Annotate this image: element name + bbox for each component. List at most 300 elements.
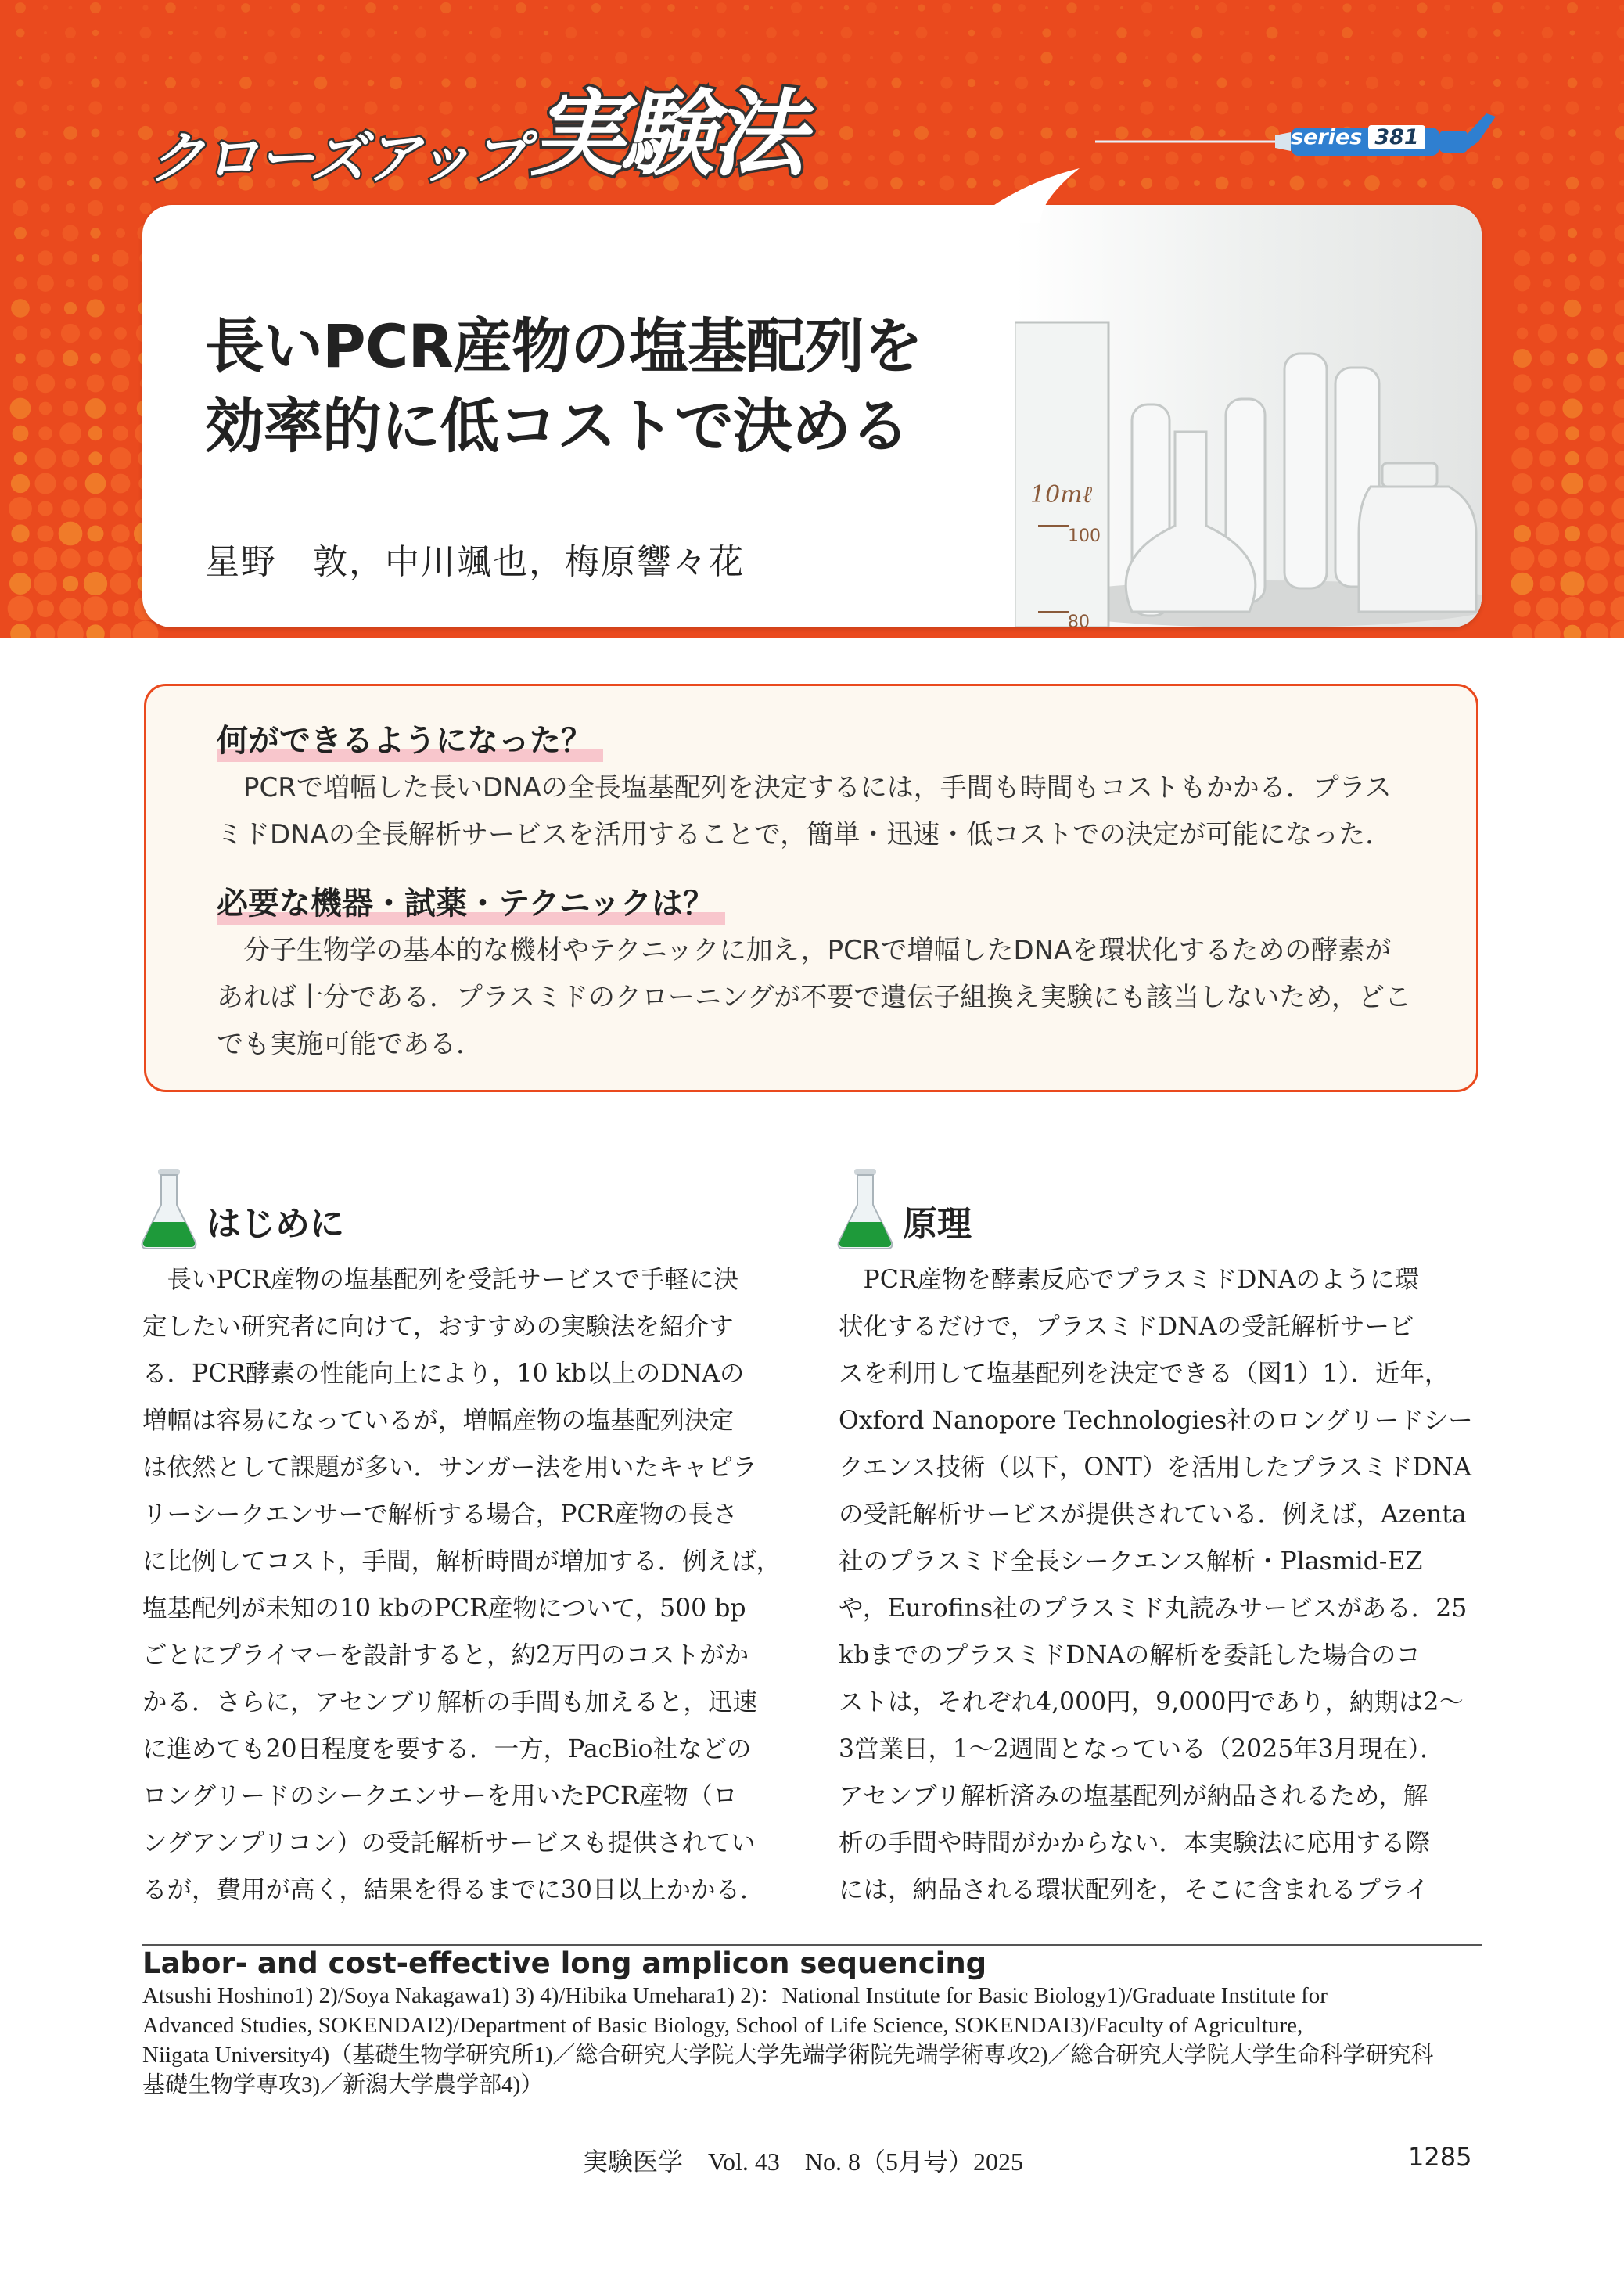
header-dot <box>1369 55 1375 61</box>
header-dot <box>1543 104 1551 112</box>
header-dot <box>814 151 828 164</box>
principle-body: PCR産物を酵素反応でプラスミドDNAのように環 状化するだけで，プラスミドDNAの受託解析サービ スを利用して塩基配列を決定できる（図1）1）．近年， Oxford Nanopore Technologies社のロングリードシー クエンス技術（以下，ONT）を活用したプラスミドDNA の受託解析サービスが提供されている．例えば，Azenta 社のプラスミド全長シークエンス解析・Plasmid-EZ や，Eurofins社のプラスミド丸読みサービスがある．25 kbまでのプラスミドDNAの解析を委託した場合のコ ストは，それぞれ4,000円，9,000円であり，納期は2～ 3営業日，1～2週間となっている（2025年3月現在）． アセンブリ解析済みの塩基配列が納品されるため，解 析の手間や時間がかからない．本実験法に応用する際 には，納品される環状配列を，そこに含まれるプライ <box>839 1266 1473 1904</box>
header-dot <box>84 498 107 520</box>
header-dot <box>1538 324 1557 343</box>
header-dot <box>1143 29 1150 36</box>
header-dot <box>1514 600 1530 616</box>
header-dot <box>1511 573 1534 595</box>
journal-citation: 実験医学 Vol. 43 No. 8（5月号）2025 <box>583 2147 1023 2176</box>
header-dot <box>34 547 57 570</box>
header-dot <box>469 6 472 9</box>
header-dot <box>1019 131 1024 135</box>
header-dot <box>943 130 949 135</box>
header-dot <box>994 56 999 60</box>
header-dot <box>1267 103 1277 113</box>
header-dot <box>110 573 131 594</box>
header-dot <box>1520 5 1524 9</box>
header-dot <box>1585 546 1610 571</box>
header-dot <box>67 105 74 112</box>
header-dot <box>1143 79 1152 88</box>
header-dot <box>1591 177 1604 189</box>
header-dot <box>1291 102 1302 113</box>
header-dot <box>1017 103 1027 113</box>
header-dot <box>1040 127 1052 138</box>
header-dot <box>1216 102 1229 115</box>
header-dot <box>42 105 49 112</box>
summary-box <box>144 684 1478 1092</box>
header-dot <box>1539 225 1555 241</box>
header-dot <box>341 28 350 38</box>
header-dot <box>1270 81 1274 85</box>
header-dot <box>1618 279 1624 287</box>
header-dot <box>1391 52 1403 63</box>
header-dot <box>1614 575 1624 592</box>
header-dot <box>1220 56 1223 59</box>
header-dot <box>1392 28 1401 37</box>
header-dot <box>1519 130 1525 135</box>
header-dot <box>1613 399 1624 418</box>
header-dot <box>1017 153 1026 163</box>
intro-heading <box>139 1166 344 1252</box>
header-dot <box>1192 53 1201 62</box>
summary-question-1: 何ができるようになった？ <box>217 716 598 760</box>
header-dot <box>490 27 502 39</box>
header-dot <box>269 6 272 9</box>
header-dot <box>1295 56 1299 60</box>
header-dot <box>1366 77 1378 89</box>
header-dot <box>1564 550 1581 567</box>
header-dot <box>1417 2 1427 13</box>
header-dot <box>1536 422 1558 444</box>
header-dot <box>217 55 224 61</box>
series-small-title: クローズアップ <box>149 125 526 191</box>
header-dot <box>820 6 824 10</box>
header-dot <box>10 398 31 419</box>
summary-answer-1: PCRで増幅した長いDNAの全長塩基配列を決定するには，手間も時間もコストもかかる．プラス ミドDNAの全長解析サービスを活用することで，簡単・迅速・低コストでの決定が可能になった． <box>217 772 1392 850</box>
header-dot <box>1093 104 1101 112</box>
header-dot <box>1419 80 1425 86</box>
header-dot <box>393 5 399 11</box>
header-dot <box>1514 525 1531 542</box>
header-dot <box>291 3 300 13</box>
page-number: 1285 <box>1408 2142 1472 2172</box>
header-dot <box>89 327 102 340</box>
summary-question-2: 必要な機器・試薬・テクニックは？ <box>217 879 720 923</box>
header-dot <box>1446 31 1449 34</box>
header-dot <box>1615 451 1624 465</box>
summary-answer-2: 分子生物学の基本的な機材やテクニックに加え，PCRで増幅したDNAを環状化するための酵素が あれば十分である．プラスミドのクローニングが不要で遺伝子組換え実験にも該当しないため，どこ でも実施可能である． <box>217 935 1411 1060</box>
intro-heading-label: はじめに <box>207 1204 344 1244</box>
header-dot <box>970 6 973 9</box>
header-dot <box>1516 152 1529 165</box>
header-dot <box>1492 2 1503 13</box>
header-dot <box>544 31 549 36</box>
author-affiliations: Atsushi Hoshino1) 2)/Soya Nakagawa1) 3) 4)/Hibika Umehara1) 2)：National Institute for Basic Biology1)/Graduate Institute for Advanced Studies, SOKENDAI2)/Department of Basic Biology, School of Life Science, SOKENDAI3)/Faculty of Agriculture, Niigata University4)（基礎生物学研究所1)／総合研究大学院大学先端学術院先端学術専攻2)／総合研究大学院大学生命科学研究科 基礎生物学専攻3)／新潟大学農学部4)） <box>142 1983 1434 2097</box>
header-dot <box>16 254 24 262</box>
header-dot <box>89 177 101 189</box>
header-dot <box>17 155 23 160</box>
header-dot <box>1592 77 1603 88</box>
header-dot <box>65 27 76 38</box>
header-dot <box>117 130 124 136</box>
header-dot <box>745 31 748 34</box>
header-dot <box>88 551 104 567</box>
header-dot <box>943 154 950 162</box>
header-dot <box>566 27 577 39</box>
header-dot <box>1090 77 1103 89</box>
header-dot <box>1588 474 1607 493</box>
header-dot <box>1540 301 1554 314</box>
header-dot <box>1539 400 1555 416</box>
header-dot <box>544 6 548 9</box>
header-dot <box>818 105 824 110</box>
header-dot <box>1516 77 1529 89</box>
header-dot <box>111 524 129 542</box>
header-dot <box>41 53 50 63</box>
header-dot <box>44 31 47 34</box>
header-dot <box>1618 153 1624 163</box>
header-dot <box>993 155 1001 162</box>
header-dot <box>193 31 199 36</box>
header-dot <box>1565 526 1580 541</box>
header-dot <box>1040 151 1054 165</box>
header-dot <box>1589 250 1606 267</box>
header-dot <box>916 27 928 39</box>
header-dot <box>918 55 925 62</box>
header-dot <box>92 254 99 262</box>
header-dot <box>1492 178 1503 189</box>
header-dot <box>969 106 973 110</box>
header-dot <box>1393 179 1402 188</box>
header-dot <box>1561 473 1583 494</box>
header-dot <box>90 228 100 238</box>
header-dot <box>1562 398 1582 418</box>
header-dot <box>13 551 28 566</box>
title-line: 効率的に低コストで決める <box>205 391 909 461</box>
header-dot <box>1416 102 1429 115</box>
header-dot <box>59 522 83 546</box>
header-dot <box>1513 349 1532 368</box>
header-dot <box>945 31 948 34</box>
header-dot <box>60 548 80 568</box>
header-dot <box>113 176 127 189</box>
header-dot <box>1216 77 1227 88</box>
header-dot <box>1245 31 1249 35</box>
header-dot <box>1615 476 1624 491</box>
header-dot <box>63 401 78 416</box>
header-dot <box>914 126 929 140</box>
header-dot <box>843 104 850 112</box>
header-dot <box>792 29 799 36</box>
header-dot <box>57 620 84 638</box>
header-dot <box>37 525 53 541</box>
header-dot <box>516 2 526 13</box>
header-dot <box>64 302 77 314</box>
header-dot <box>86 624 105 638</box>
principle-heading-label: 原理 <box>903 1204 972 1244</box>
header-dot <box>1342 27 1353 38</box>
header-dot <box>10 624 31 638</box>
header-dot <box>43 5 48 10</box>
header-dot <box>944 56 949 60</box>
header-dot <box>1095 31 1098 34</box>
header-dot <box>43 131 49 136</box>
header-dot <box>63 225 79 242</box>
header-dot <box>994 81 999 85</box>
header-dot <box>1269 5 1276 12</box>
header-dot <box>815 77 827 88</box>
header-dot <box>84 572 107 595</box>
header-dot <box>1141 178 1152 189</box>
header-dot <box>1596 6 1599 9</box>
header-dot <box>215 27 227 39</box>
header-dot <box>112 375 129 392</box>
header-dot <box>1592 52 1604 64</box>
header-dot <box>941 102 953 114</box>
header-dot <box>1569 155 1575 161</box>
header-dot <box>142 5 148 10</box>
header-dot <box>37 275 54 292</box>
header-dot <box>895 6 898 9</box>
header-dot <box>519 31 523 35</box>
header-dot <box>1612 423 1624 444</box>
header-dot <box>865 102 878 115</box>
header-dot <box>965 52 978 64</box>
header-dot <box>940 77 952 88</box>
header-dot <box>34 473 56 494</box>
cylinder-mark-100: 100 <box>1068 527 1101 546</box>
header-dot <box>90 2 101 13</box>
header-dot <box>16 28 24 37</box>
header-dot <box>968 30 975 37</box>
header-dot <box>1467 27 1477 38</box>
header-dot <box>770 6 773 9</box>
header-dot <box>17 80 24 87</box>
header-dot <box>1564 300 1582 318</box>
header-dot <box>1166 52 1177 63</box>
header-dot <box>1546 81 1550 85</box>
header-dot <box>116 228 125 238</box>
header-dot <box>344 6 347 9</box>
header-dot <box>40 328 51 339</box>
header-dot <box>1120 6 1123 9</box>
header-dot <box>1471 6 1474 9</box>
header-dot <box>86 299 104 317</box>
header-dot <box>1470 81 1475 85</box>
header-dot <box>1443 54 1452 63</box>
header-dot <box>1269 180 1275 186</box>
header-dot <box>1514 275 1531 292</box>
header-dot <box>1241 177 1253 189</box>
header-dot <box>1542 203 1553 214</box>
article-title <box>205 307 922 466</box>
header-dot <box>36 349 54 367</box>
header-dot <box>1619 180 1624 186</box>
header-dot <box>88 451 102 465</box>
header-dot <box>1089 175 1104 190</box>
header-dot <box>1015 77 1028 89</box>
header-dot <box>83 596 107 620</box>
header-dot <box>1590 501 1604 516</box>
header-dot <box>1364 175 1380 191</box>
header-dot <box>1514 250 1530 266</box>
header-dot <box>1345 56 1349 60</box>
header-banner <box>0 0 1624 638</box>
header-dot <box>92 129 100 138</box>
header-dot <box>1563 374 1582 393</box>
header-dot <box>1216 177 1229 190</box>
header-dot <box>1565 426 1579 440</box>
header-dot <box>1069 80 1075 86</box>
header-dot <box>1567 2 1578 13</box>
header-dot <box>1536 598 1559 620</box>
header-dot <box>119 6 122 9</box>
header-dot <box>591 3 601 13</box>
header-dot <box>1493 79 1501 87</box>
header-dot <box>916 102 926 113</box>
header-dot <box>67 180 74 186</box>
header-dot <box>641 3 651 13</box>
header-dot <box>1590 276 1605 291</box>
header-dot <box>894 106 899 110</box>
header-dot <box>1493 29 1501 37</box>
header-dot <box>110 623 131 638</box>
header-dot <box>63 251 77 265</box>
header-dot <box>1245 106 1249 110</box>
header-dot <box>695 6 698 9</box>
header-dot <box>87 375 105 393</box>
header-dot <box>1540 126 1554 140</box>
header-dot <box>1341 102 1353 113</box>
header-dot <box>1560 571 1584 595</box>
header-dot <box>968 79 976 88</box>
header-dot <box>116 304 125 313</box>
header-dot <box>290 27 300 38</box>
header-dot <box>869 31 875 36</box>
header-dot <box>88 275 102 290</box>
header-dot <box>319 31 322 34</box>
english-title: Labor- and cost-effective long amplicon sequencing <box>142 1946 987 1980</box>
header-dot <box>394 31 397 34</box>
header-dot <box>818 130 825 136</box>
header-dot <box>920 81 924 85</box>
header-dot <box>440 2 451 13</box>
header-dot <box>444 56 447 59</box>
header-dot <box>169 56 173 60</box>
principle-heading <box>835 1166 972 1252</box>
header-dot <box>942 3 951 13</box>
header-dot <box>419 6 423 10</box>
header-dot <box>469 31 472 34</box>
header-dot <box>1070 56 1073 59</box>
header-dot <box>1316 52 1328 64</box>
header-dot <box>63 350 78 366</box>
header-dot <box>1595 31 1600 35</box>
header-dot <box>15 2 26 13</box>
header-dot <box>1018 4 1026 12</box>
header-dot <box>1368 4 1376 12</box>
header-dot <box>113 426 128 441</box>
header-dot <box>1241 77 1252 88</box>
header-dot <box>1116 27 1126 38</box>
header-dot <box>69 6 73 10</box>
header-dot <box>113 275 128 291</box>
header-dot <box>111 474 131 494</box>
header-dot <box>1617 253 1624 264</box>
header-dot <box>1564 625 1582 638</box>
header-dot <box>1568 129 1576 137</box>
header-dot <box>61 499 80 518</box>
header-dot <box>1295 31 1299 35</box>
header-dot <box>36 374 55 393</box>
header-dot <box>868 155 875 161</box>
header-dot <box>1565 200 1580 216</box>
header-dot <box>1512 624 1532 638</box>
header-dot <box>940 176 954 191</box>
header-dot <box>1020 31 1023 34</box>
header-dot <box>1165 176 1179 190</box>
header-dot <box>1515 501 1530 516</box>
header-dot <box>1587 348 1607 368</box>
header-dot <box>8 596 34 622</box>
header-dot <box>11 299 30 318</box>
header-dot <box>1610 596 1624 620</box>
header-dot <box>1540 350 1554 365</box>
header-dot <box>820 31 823 34</box>
header-dot <box>1543 53 1552 63</box>
header-dot <box>1521 31 1524 34</box>
header-dot <box>1320 106 1324 110</box>
header-dot <box>839 126 853 140</box>
header-dot <box>115 52 126 63</box>
header-dot <box>967 128 977 138</box>
header-dot <box>1516 402 1529 415</box>
header-dot <box>866 77 876 88</box>
header-dot <box>1518 228 1526 237</box>
header-dot <box>13 426 29 442</box>
header-dot <box>115 77 127 89</box>
header-dot <box>415 27 426 38</box>
header-dot <box>1519 105 1525 111</box>
header-dot <box>1319 30 1325 36</box>
header-dot <box>267 29 274 36</box>
header-dot <box>1568 228 1577 238</box>
header-dot <box>11 524 29 542</box>
header-dot <box>717 28 726 38</box>
header-dot <box>816 52 827 63</box>
header-dot <box>1439 175 1455 191</box>
header-dot <box>1614 550 1624 567</box>
cylinder-mark-80: 80 <box>1068 613 1090 627</box>
header-dot <box>990 102 1002 113</box>
header-dot <box>1616 202 1624 214</box>
header-dot <box>1216 2 1227 13</box>
header-dot <box>1561 597 1584 620</box>
header-dot <box>165 2 176 13</box>
header-dot <box>1441 77 1454 90</box>
header-dot <box>68 81 72 84</box>
header-dot <box>1566 177 1579 190</box>
header-dot <box>40 303 51 314</box>
header-dot <box>1537 498 1557 518</box>
header-dot <box>1119 105 1125 111</box>
header-dot <box>1568 253 1576 262</box>
header-dot <box>1116 52 1127 63</box>
header-dot <box>1467 52 1478 63</box>
header-dot <box>1170 31 1173 34</box>
header-dot <box>1542 27 1554 39</box>
header-dot <box>990 127 1004 140</box>
